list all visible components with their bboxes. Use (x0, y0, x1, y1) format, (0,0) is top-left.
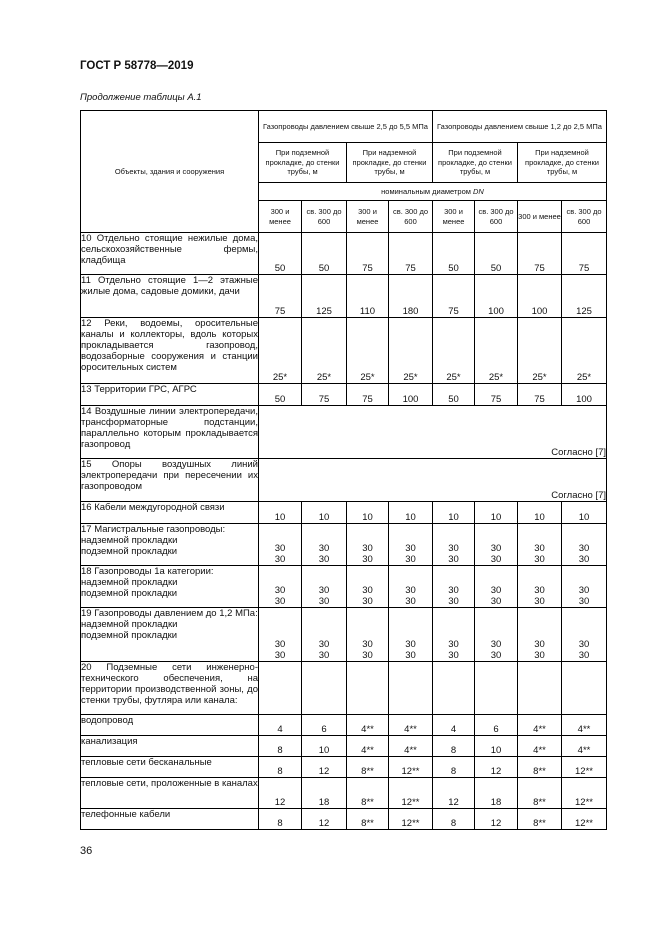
value-cell: 25* (347, 318, 389, 384)
value-cell: 25* (518, 318, 562, 384)
value-cell: 4** (347, 715, 389, 736)
row-label: канализация (81, 736, 259, 757)
value-cell: 8 (433, 736, 475, 757)
subheader-underground: При подземной прокладке, до стенки трубы, м (259, 143, 347, 183)
value-cell: 10 (389, 502, 433, 524)
value-cell: 10 (259, 502, 302, 524)
value-cell: 8** (347, 778, 389, 809)
row-label: тепловые сети, проложенные в каналах (81, 778, 259, 809)
value-cell: 30 30 (562, 608, 607, 662)
table-row (81, 662, 607, 715)
dn-low-header: 300 и менее (433, 201, 475, 233)
value-cell: 25* (259, 318, 302, 384)
value-cell: 4** (389, 715, 433, 736)
value-cell: 75 (259, 275, 302, 318)
value-cell: 30 30 (302, 608, 347, 662)
value-cell: 25* (562, 318, 607, 384)
value-cell: 12 (475, 809, 518, 830)
subheader-underground: При подземной прокладке, до стенки трубы, м (433, 143, 518, 183)
row-label: 17 Магистральные газопроводы: надземной прокладки подземной прокладки (81, 524, 259, 566)
value-cell: 12** (562, 778, 607, 809)
value-cell: 75 (433, 275, 475, 318)
value-cell: 30 30 (302, 524, 347, 566)
value-cell: 30 30 (347, 608, 389, 662)
value-cell: 75 (475, 384, 518, 406)
value-cell: 30 30 (259, 524, 302, 566)
value-cell: 30 30 (389, 566, 433, 608)
value-cell: 12 (302, 757, 347, 778)
value-cell: 50 (259, 384, 302, 406)
value-cell: 8 (433, 757, 475, 778)
dn-low-header: 300 и менее (259, 201, 302, 233)
row-label: тепловые сети бесканальные (81, 757, 259, 778)
value-cell: 30 30 (347, 566, 389, 608)
value-cell: 75 (302, 384, 347, 406)
dn-high-header: св. 300 до 600 (302, 201, 347, 233)
row-label: 15 Опоры воздушных линий электропередачи при пересечении их газопроводом (81, 459, 259, 502)
value-cell: 8 (259, 757, 302, 778)
value-cell: 12 (433, 778, 475, 809)
dn-high-header: св. 300 до 600 (475, 201, 518, 233)
table-caption: Продолжение таблицы А.1 (80, 92, 202, 103)
value-cell: 30 30 (518, 524, 562, 566)
value-cell: 180 (389, 275, 433, 318)
value-cell: 8** (518, 778, 562, 809)
value-cell: 4** (518, 736, 562, 757)
row-label: 14 Воздушные линии электропередачи, трансформаторные подстанции, параллельно которым прокладывается газопровод (81, 406, 259, 459)
table-row (81, 384, 607, 406)
dn-low-header: 300 и менее (347, 201, 389, 233)
value-cell: 75 (347, 233, 389, 275)
value-cell: 25* (433, 318, 475, 384)
value-cell: 75 (347, 384, 389, 406)
value-cell: 100 (518, 275, 562, 318)
value-cell: 4** (389, 736, 433, 757)
value-cell: 30 30 (389, 608, 433, 662)
table-row (81, 233, 607, 275)
value-cell: 4 (259, 715, 302, 736)
value-cell: 30 30 (302, 566, 347, 608)
distance-table (80, 110, 607, 830)
value-cell: 25* (389, 318, 433, 384)
table-row (81, 524, 607, 566)
value-cell: 125 (562, 275, 607, 318)
value-cell: 12 (259, 778, 302, 809)
value-cell: 50 (433, 233, 475, 275)
value-cell: 8** (518, 809, 562, 830)
table-row (81, 318, 607, 384)
value-cell: 4 (433, 715, 475, 736)
value-cell: 12** (562, 757, 607, 778)
value-cell: 4** (562, 715, 607, 736)
objects-header: Объекты, здания и сооружения (81, 111, 259, 233)
table-row (81, 459, 607, 502)
value-cell: 10 (302, 736, 347, 757)
value-cell: 6 (302, 715, 347, 736)
table-row (81, 275, 607, 318)
group-header-1-2-2-5: Газопроводы давлением свыше 1,2 до 2,5 МПа (433, 111, 607, 143)
table-row (81, 757, 607, 778)
value-cell: 10 (433, 502, 475, 524)
value-cell: 10 (475, 502, 518, 524)
subheader-aboveground: При надземной прокладке, до стенки трубы, м (347, 143, 433, 183)
table-row (81, 502, 607, 524)
value-cell: 8 (433, 809, 475, 830)
value-cell: 12** (389, 778, 433, 809)
value-cell: 75 (389, 233, 433, 275)
agreed-note: Согласно [7] (259, 459, 607, 502)
value-cell: 8 (259, 736, 302, 757)
dn-high-header: св. 300 до 600 (389, 201, 433, 233)
value-cell: 18 (475, 778, 518, 809)
diameter-header: номинальным диаметром DN (259, 183, 607, 201)
value-cell: 30 30 (433, 524, 475, 566)
value-cell: 10 (347, 502, 389, 524)
row-label: 13 Территории ГРС, АГРС (81, 384, 259, 406)
page-number: 36 (80, 845, 93, 857)
subheader-aboveground: При надземной прокладке, до стенки трубы, м (518, 143, 607, 183)
dn-low-header: 300 и менее (518, 201, 562, 233)
value-cell: 30 30 (562, 566, 607, 608)
value-cell: 8 (259, 809, 302, 830)
table-row (81, 809, 607, 830)
value-cell: 30 30 (347, 524, 389, 566)
value-cell: 50 (259, 233, 302, 275)
value-cell: 50 (302, 233, 347, 275)
value-cell: 100 (562, 384, 607, 406)
value-cell: 125 (302, 275, 347, 318)
value-cell: 30 30 (518, 608, 562, 662)
value-cell: 10 (562, 502, 607, 524)
row-label: 18 Газопроводы 1а категории: надземной прокладки подземной прокладки (81, 566, 259, 608)
row-label: телефонные кабели (81, 809, 259, 830)
row-label: 19 Газопроводы давлением до 1,2 МПа: надземной прокладки подземной прокладки (81, 608, 259, 662)
row-label: 10 Отдельно стоящие нежилые дома, сельскохозяйственные фермы, кладбища (81, 233, 259, 275)
value-cell: 30 30 (518, 566, 562, 608)
value-cell: 30 30 (259, 566, 302, 608)
value-cell: 110 (347, 275, 389, 318)
value-cell: 50 (433, 384, 475, 406)
value-cell: 10 (302, 502, 347, 524)
value-cell: 8** (518, 757, 562, 778)
row-label: 11 Отдельно стоящие 1—2 этажные жилые дома, садовые домики, дачи (81, 275, 259, 318)
value-cell: 75 (518, 233, 562, 275)
value-cell: 6 (475, 715, 518, 736)
table-row (81, 608, 607, 662)
value-cell: 10 (518, 502, 562, 524)
value-cell: 8** (347, 757, 389, 778)
row-label: водопровод (81, 715, 259, 736)
row-label: 16 Кабели междугородной связи (81, 502, 259, 524)
value-cell: 12** (389, 757, 433, 778)
value-cell: 30 30 (475, 608, 518, 662)
document-header: ГОСТ Р 58778—2019 (80, 60, 194, 72)
value-cell: 30 30 (475, 566, 518, 608)
table-row (81, 406, 607, 459)
value-cell: 10 (475, 736, 518, 757)
value-cell: 50 (475, 233, 518, 275)
value-cell: 30 30 (562, 524, 607, 566)
value-cell: 4** (562, 736, 607, 757)
table-row (81, 778, 607, 809)
value-cell: 75 (562, 233, 607, 275)
value-cell: 4** (518, 715, 562, 736)
row-label: 20 Подземные сети инженерно-технического обеспечения, на территории производственной зоны, до стенки трубы, футляра или канала: (81, 662, 259, 715)
group-header-2-5-5-5: Газопроводы давлением свыше 2,5 до 5,5 МПа (259, 111, 433, 143)
value-cell: 30 30 (433, 566, 475, 608)
value-cell: 12** (562, 809, 607, 830)
value-cell: 8** (347, 809, 389, 830)
value-cell: 12 (475, 757, 518, 778)
row-label: 12 Реки, водоемы, оросительные каналы и коллекторы, вдоль которых прокладывается газопровод, водозаборные сооружения и станции оросительных систем (81, 318, 259, 384)
value-cell: 30 30 (475, 524, 518, 566)
value-cell: 4** (347, 736, 389, 757)
value-cell: 30 30 (433, 608, 475, 662)
value-cell: 12** (389, 809, 433, 830)
value-cell: 30 30 (259, 608, 302, 662)
value-cell: 75 (518, 384, 562, 406)
value-cell: 100 (389, 384, 433, 406)
agreed-note: Согласно [7] (259, 406, 607, 459)
value-cell: 100 (475, 275, 518, 318)
dn-high-header: св. 300 до 600 (562, 201, 607, 233)
value-cell: 30 30 (389, 524, 433, 566)
table-row (81, 736, 607, 757)
value-cell: 12 (302, 809, 347, 830)
value-cell: 18 (302, 778, 347, 809)
value-cell: 25* (302, 318, 347, 384)
table-row (81, 566, 607, 608)
table-row (81, 715, 607, 736)
value-cell: 25* (475, 318, 518, 384)
